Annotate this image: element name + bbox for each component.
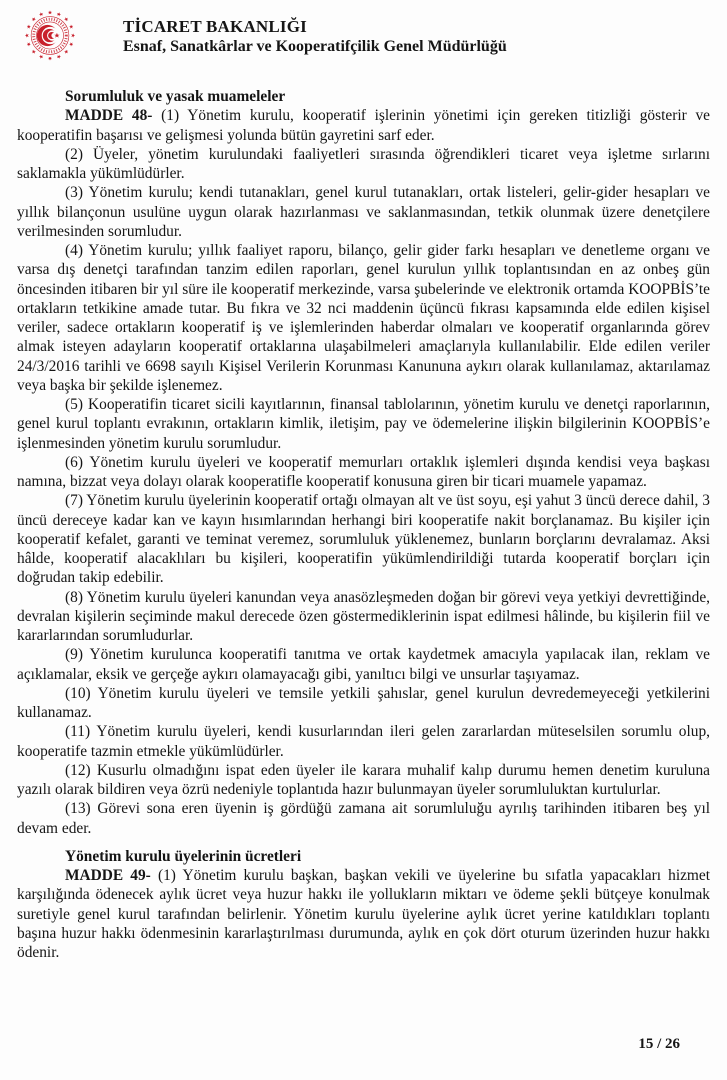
article-paragraph <box>17 722 710 761</box>
article-paragraph <box>17 866 710 962</box>
article-paragraph <box>17 183 710 241</box>
article-paragraph <box>17 241 710 395</box>
section-board-salaries <box>17 847 710 963</box>
ministry-name: TİCARET BAKANLIĞI <box>123 17 307 36</box>
paragraph-text: (5) Kooperatifin ticaret sicili kayıtlarının, finansal tablolarının, yönetim kurulu ve denetçi raporlarının, genel kurul toplantı evrakının, ortakların kimlik, iletişim, pay ve ödemelerine ilişkin bilgilerinin KOOPBİS’e işlenmesinden yönetim kurulu sorumludur. <box>17 396 710 452</box>
ministry-emblem-icon <box>24 8 76 63</box>
paragraph-text: (13) Görevi sona eren üyenin iş gördüğü zamana ait sorumluluğu ayrılış tarihinden itibaren beş yıl devam eder. <box>17 800 710 837</box>
document-header <box>24 8 507 63</box>
header-titles <box>123 8 507 57</box>
article-paragraph <box>17 106 710 145</box>
article-paragraph <box>17 588 710 646</box>
section-heading: Sorumluluk ve yasak muameleler <box>65 88 286 105</box>
paragraph-text: (4) Yönetim kurulu; yıllık faaliyet raporu, bilanço, gelir gider farkı hesapları ve denetleme organı ve varsa dış denetçi tarafından tanzim edilen raporları, genel kurulun yıllık toplantısından en az onbeş gün öncesinden itibaren bir yıl süre ile kooperatif merkezinde, varsa şubelerinde ve elektronik ortamda KOOPBİS’te ortakların tetkikine amade tutar. Bu fıkra ve 32 nci maddenin üçüncü fıkrası kapsamında elde edilen kişisel veriler, sadece ortakların kooperatif iş ve işlemlerinden haberdar olmaları ve kooperatif organlarında görev almak isteyen adayların kooperatif ortaklarına ulaşabilmeleri amaçlarıyla kullanılabilir. Elde edilen veriler 24/3/2016 tarihli ve 6698 sayılı Kişisel Verilerin Korunması Kanununa aykırı olarak kullanılamaz, aktarılamaz veya başka bir şekilde işlenemez. <box>17 242 710 394</box>
section-responsibilities <box>17 87 710 838</box>
paragraph-text: (1) Yönetim kurulu, kooperatif işlerinin yönetimi için gereken titizliği gösterir ve kooperatifin başarısı ve gelişmesi yolunda bütün gayretini sarf eder. <box>17 107 711 144</box>
page-number: 15 / 26 <box>638 1036 680 1052</box>
paragraph-text: (3) Yönetim kurulu; kendi tutanakları, genel kurul tutanakları, ortak listeleri, gelir-gider hesapları ve yıllık bilançonun usulüne uygun olarak hazırlanması ve saklanmasından, tetkik olunmak üzere denetçilere verilmesinden sorumludur. <box>17 184 710 240</box>
paragraph-text: (8) Yönetim kurulu üyeleri kanundan veya anasözleşmeden doğan bir görevi veya yetkiyi devrettiğinde, devralan kişilerin seçiminde makul derecede özen göstermediklerinin ispat edilmesi hâlinde, bu kişilerin fiil ve kararlarından sorumludurlar. <box>17 588 710 644</box>
article-paragraph <box>17 453 710 492</box>
paragraph-text: (6) Yönetim kurulu üyeleri ve kooperatif memurları ortaklık işlemleri dışında kendisi veya başkası namına, bizzat veya dolayı olarak kooperatifle kooperatif konusuna giren bir ticari muamele yapamaz. <box>17 453 710 490</box>
paragraph-text: (1) Yönetim kurulu başkan, başkan vekili ve üyelerine bu sıfatla yapacakları hizmet karşılığında ödenecek aylık ücret veya huzur hakkı ile yollukların miktarı ve ödeme şekli bütçeye konulmak suretiyle genel kurul tarafından belirlenir. Yönetim kurulu üyelerine aylık ücret yerine katıldıkları toplantı başına huzur hakkı ödenmesinin kararlaştırılması durumunda, aylık en çok dört oturum üzerinden huzur hakkı ödenir. <box>17 867 711 961</box>
paragraph-text: (12) Kusurlu olmadığını ispat eden üyeler ile karara muhalif kalıp durumu hemen denetim kuruluna yazılı olarak bildiren veya özrü nedeniyle toplantıda hazır bulunmayan üyeler sorumluluktan kurtulurlar. <box>17 761 710 798</box>
article-paragraph <box>17 761 710 800</box>
paragraph-text: (10) Yönetim kurulu üyeleri ve temsile yetkili şahıslar, genel kurulun devredemeyeceği yetkilerini kullanamaz. <box>17 684 710 721</box>
article-number: MADDE 49- <box>65 867 151 884</box>
article-paragraph <box>17 395 710 453</box>
article-paragraph <box>17 684 710 723</box>
article-number: MADDE 48- <box>65 107 153 125</box>
article-paragraph <box>17 799 710 838</box>
paragraph-text: (2) Üyeler, yönetim kurulundaki faaliyetleri sırasında öğrendikleri ticaret veya işletme sırlarını saklamakla yükümlüdürler. <box>17 145 710 182</box>
article-paragraph <box>17 645 710 684</box>
section-heading: Yönetim kurulu üyelerinin ücretleri <box>65 847 302 865</box>
article-paragraph <box>17 145 710 184</box>
paragraph-text: (11) Yönetim kurulu üyeleri, kendi kusurlarından ileri gelen zararlardan müteselsilen sorumlu olup, kooperatife tazmin etmekle yükümlüdürler. <box>17 723 710 760</box>
article-paragraph <box>17 491 710 587</box>
paragraph-text: (9) Yönetim kurulunca kooperatifi tanıtma ve ortak kaydetmek amacıyla yapılacak ilan, reklam ve açıklamalar, eksik ve gerçeğe aykırı olamayacağı gibi, yanıltıcı bilgi ve unsurlar taşıyamaz. <box>17 646 710 683</box>
document-body <box>17 87 710 962</box>
paragraph-text: (7) Yönetim kurulu üyelerinin kooperatif ortağı olmayan alt ve üst soyu, eşi yahut 3 üncü derece dahil, 3 üncü dereceye kadar kan ve kayın hısımlarından herhangi biri kooperatife nakit borçlanamaz. Bu kişiler için kooperatif kefalet, garanti ve teminat veremez, sorumluluk yüklenemez, bunların borçlarını devralamaz. Aksi hâlde, kooperatif alacaklıları bu kişileri, kooperatifin yükümlendirildiği tutarda kooperatif borçları için doğrudan takip edebilir. <box>17 492 710 587</box>
department-name: Esnaf, Sanatkârlar ve Kooperatifçilik Genel Müdürlüğü <box>123 38 507 55</box>
